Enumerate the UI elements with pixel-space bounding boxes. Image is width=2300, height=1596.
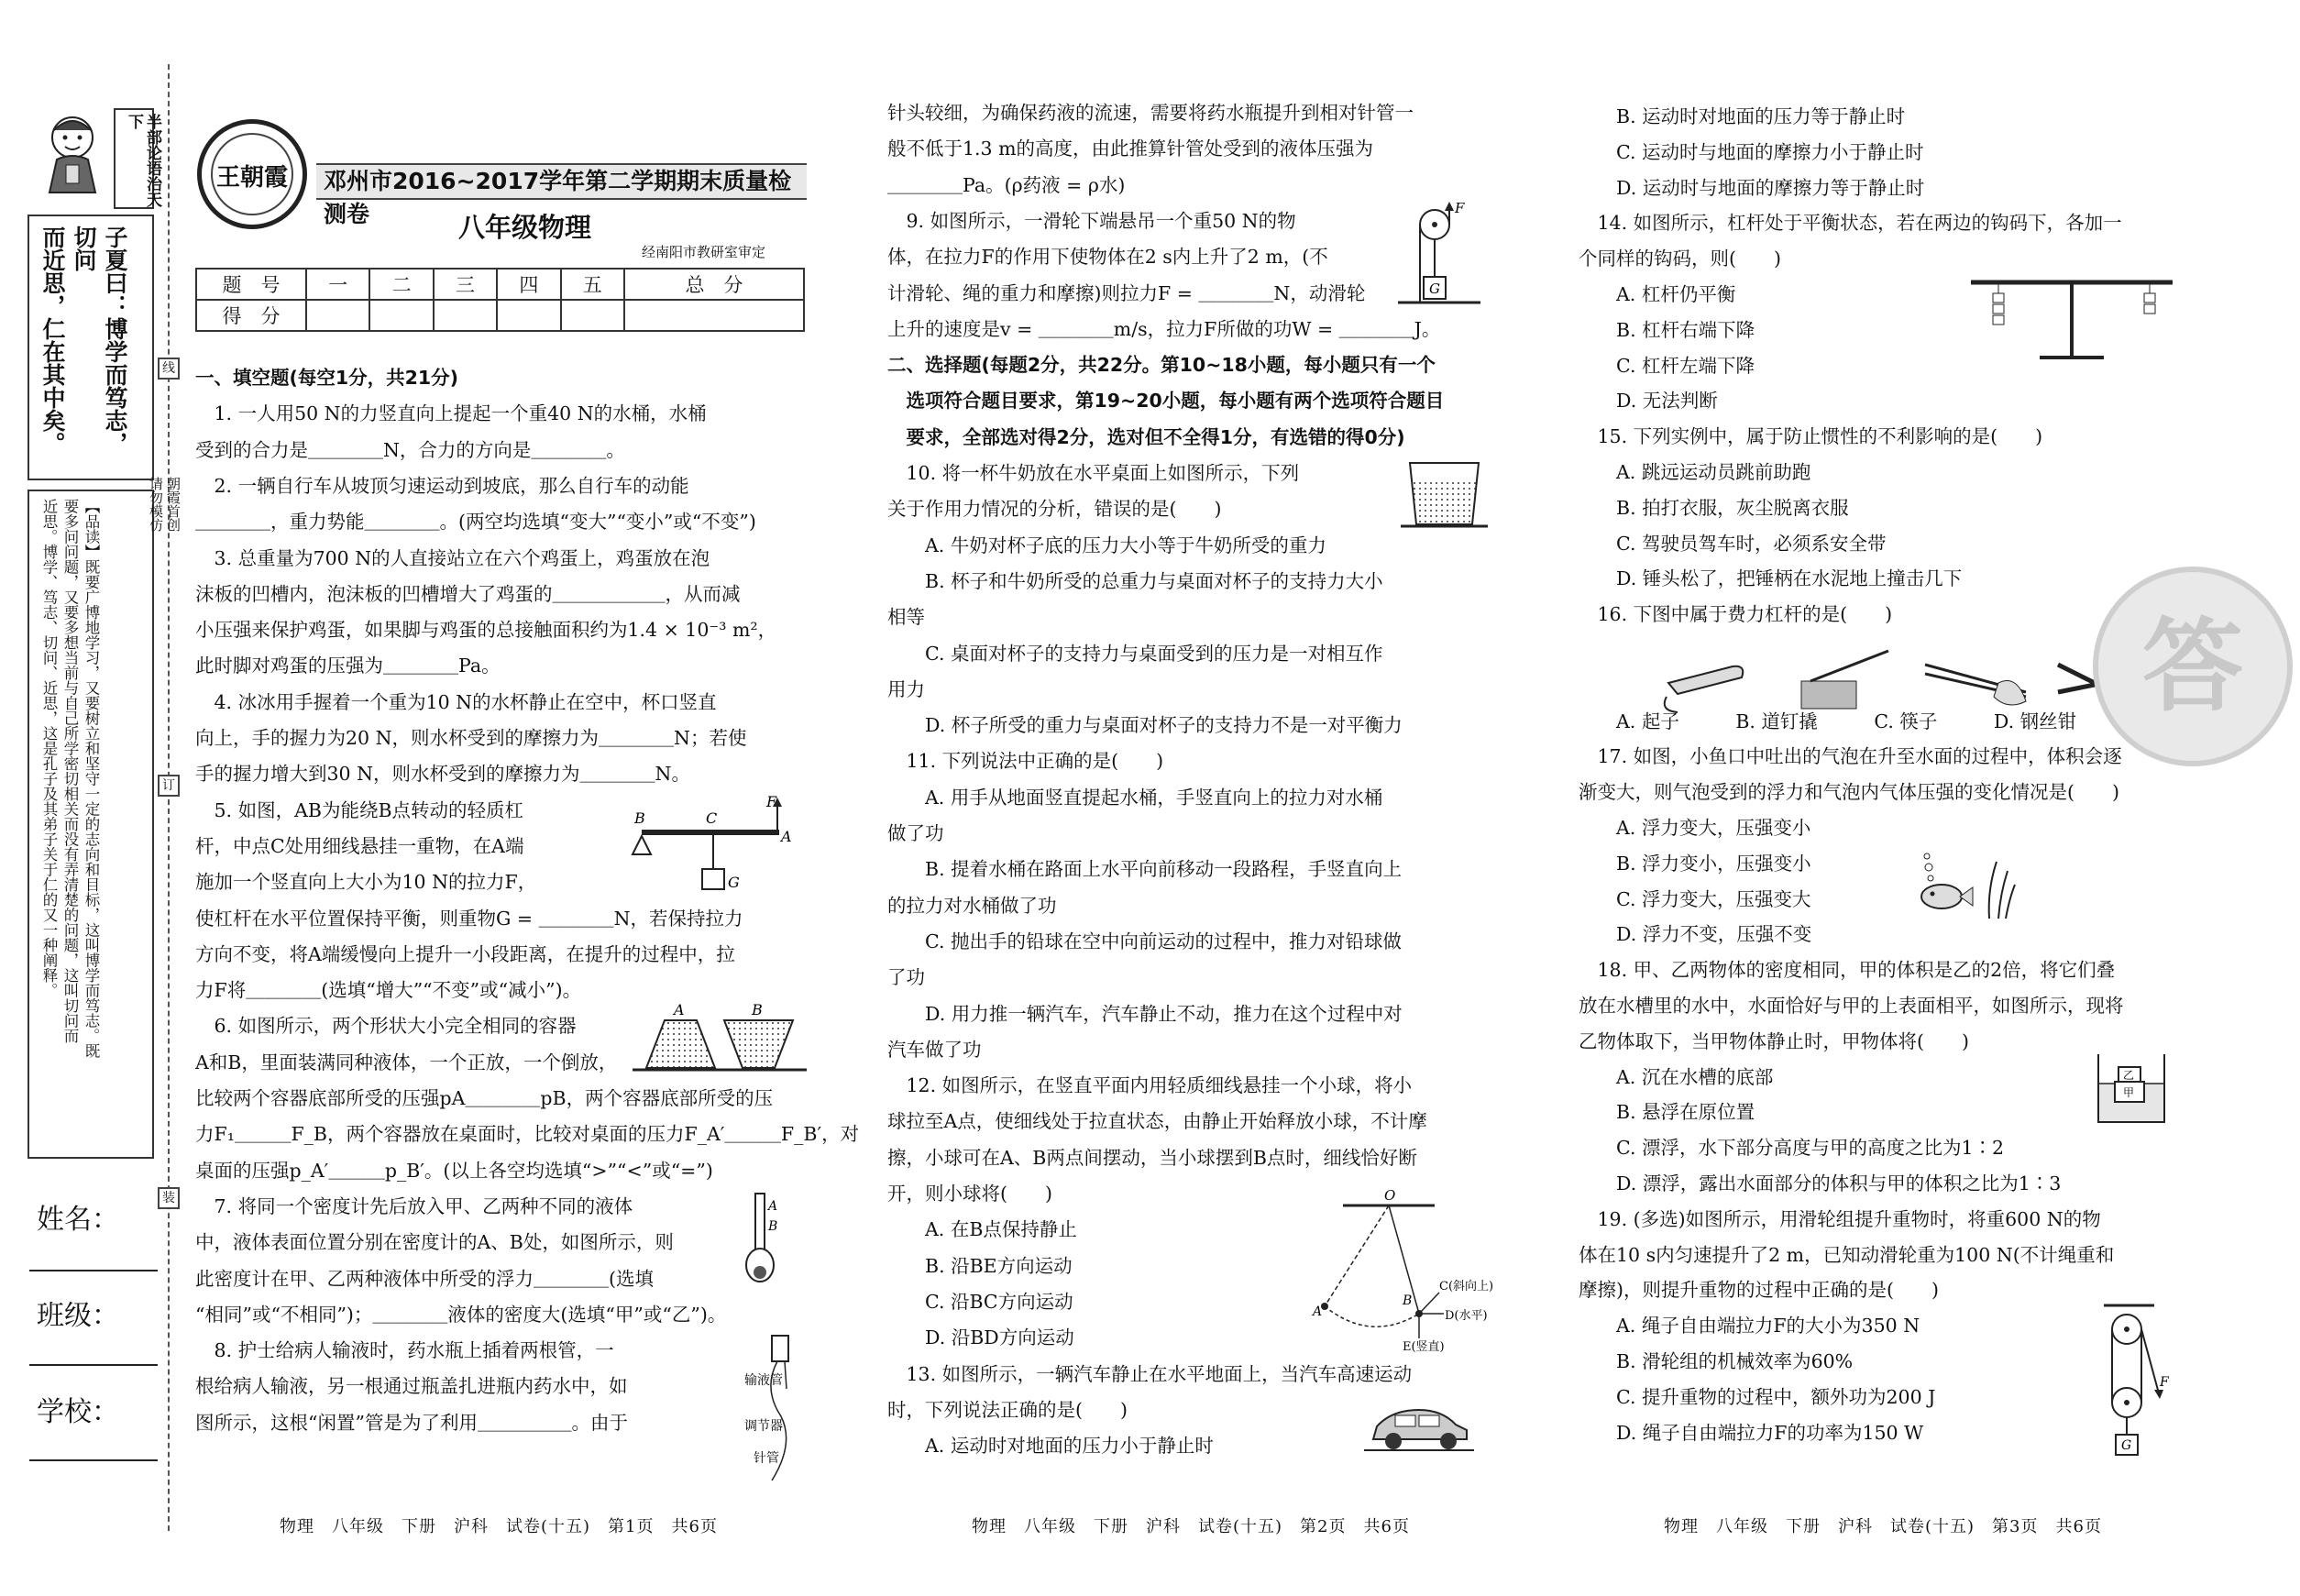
text-line: 19. (多选)如图所示，用滑轮组提升重物时，将重600 N的物 <box>1579 1207 2101 1230</box>
text-line: 桌面的压强p_A′＿＿＿p_B′。(以上各空均选填“>”“<”或“=”) <box>195 1159 713 1182</box>
text-line: 摩擦)，则提升重物的过程中正确的是( ) <box>1579 1279 1939 1302</box>
name-line[interactable] <box>29 1270 158 1271</box>
svg-text:乙: 乙 <box>2123 1069 2135 1082</box>
text-line: 11. 下列说法中正确的是( ) <box>887 750 1164 773</box>
svg-text:B: B <box>768 1219 778 1234</box>
svg-text:F: F <box>766 793 777 810</box>
text-line: 15. 下列实例中，属于防止惯性的不利影响的是( ) <box>1579 425 2043 448</box>
text-line: 5. 如图，AB为能绕B点转动的轻质杠 <box>195 798 524 821</box>
text-line: 沫板的凹槽内，泡沫板的凹槽增大了鸡蛋的＿＿＿＿＿＿，从而减 <box>195 582 741 605</box>
svg-text:B: B <box>752 1001 763 1018</box>
iv-drip-figure-q8 <box>744 1334 804 1485</box>
svg-text:A: A <box>674 1001 685 1018</box>
score-table <box>195 268 805 332</box>
text-line: C. 浮力变大，压强变大 <box>1579 887 1811 910</box>
text-line: 乙物体取下，当甲物体静止时，甲物体将( ) <box>1579 1029 1969 1052</box>
text-line: C. 提升重物的过程中，额外功为200 J <box>1579 1385 1936 1408</box>
text-line: 计滑轮、绳的重力和摩擦)则拉力F = ＿＿＿＿N，动滑轮 <box>887 281 1366 304</box>
text-line: A. 绳子自由端拉力F的大小为350 N <box>1579 1315 1920 1337</box>
text-line: 6. 如图所示，两个形状大小完全相同的容器 <box>195 1015 577 1038</box>
text-line: D. 运动时与地面的摩擦力等于静止时 <box>1579 176 1925 199</box>
text-line: A. 在B点保持静止 <box>887 1218 1077 1241</box>
text-line: D. 绳子自由端拉力F的功率为150 W <box>1579 1421 1924 1444</box>
text-line: 时，下列说法正确的是( ) <box>887 1398 1128 1421</box>
text-line: “相同”或“不相同”)；＿＿＿＿液体的密度大(选填“甲”或“乙”)。 <box>195 1303 727 1326</box>
text-line: D. 锤头松了，把锤柄在水泥地上撞击几下 <box>1579 567 1963 590</box>
commentary-line-3: 近思。博学、笃志、切问、近思，这是孔子及其弟子关于仁的又一种阐释。 <box>40 499 58 998</box>
text-line: 受到的合力是＿＿＿＿N，合力的方向是＿＿＿＿。 <box>195 438 625 461</box>
text-line: B. 拍打衣服，灰尘脱离衣服 <box>1579 496 1849 519</box>
text-line: 此密度计在甲、乙两种液体中所受的浮力＿＿＿＿(选填 <box>195 1267 654 1290</box>
text-line: 个同样的钩码，则( ) <box>1579 248 1781 270</box>
svg-text:C(斜向上): C(斜向上) <box>1439 1280 1494 1293</box>
text-line: 上升的速度是v = ＿＿＿＿m/s，拉力F所做的功W = ＿＿＿＿J。 <box>887 317 1441 340</box>
quote-line-1: 子夏曰：博学而笃志，切问 <box>71 226 128 455</box>
text-line: 根给病人输液，另一根通过瓶盖扎进瓶内药水中，如 <box>195 1375 628 1398</box>
text-line: ＿＿＿＿Pa。(ρ药液 = ρ水) <box>887 173 1126 196</box>
text-line: 杆，中点C处用细线悬挂一重物，在A端 <box>195 834 524 857</box>
text-line: 2. 一辆自行车从坡顶匀速运动到坡底，那么自行车的动能 <box>195 474 689 497</box>
text-line: ＿＿＿＿，重力势能＿＿＿＿。(两空均选填“变大”“变小”或“不变”) <box>195 511 756 534</box>
text-line: 方向不变，将A端缓慢向上提升一小段距离，在提升的过程中，拉 <box>195 942 735 965</box>
text-line: 8. 护士给病人输液时，药水瓶上插着两根管，一 <box>195 1339 614 1362</box>
text-line: 9. 如图所示，一滑轮下端悬吊一个重50 N的物 <box>887 209 1296 232</box>
text-line: 14. 如图所示，杠杆处于平衡状态，若在两边的钩码下，各加一 <box>1579 212 2122 235</box>
hydrometer-figure-q7 <box>743 1192 788 1293</box>
tools-figure-q16 <box>1650 646 2163 720</box>
text-line: 18. 甲、乙两物体的密度相同，甲的体积是乙的2倍，将它们叠 <box>1579 959 2116 982</box>
text-line: 13. 如图所示，一辆汽车静止在水平地面上，当汽车高速运动 <box>887 1362 1413 1385</box>
svg-text:E(竖直): E(竖直) <box>1403 1340 1445 1354</box>
text-line: D. 杯子所受的重力与桌面对杯子的支持力不是一对平衡力 <box>887 714 1403 737</box>
text-line: 向上，手的握力为20 N，则水杯受到的摩擦力为＿＿＿＿N；若使 <box>195 727 747 749</box>
text-line: D. 无法判断 <box>1579 390 1718 413</box>
commentary-box <box>28 490 154 1159</box>
text-line: 4. 冰冰用手握着一个重为10 N的水杯静止在空中，杯口竖直 <box>195 690 717 713</box>
score-header-cell: 题 号 <box>196 269 306 300</box>
text-line: 力F₁＿＿＿F_B，两个容器放在桌面时，比较对桌面的压力F_A′＿＿＿F_B′，对 <box>195 1123 860 1146</box>
binding-line <box>168 64 170 1531</box>
text-line: 17. 如图，小鱼口中吐出的气泡在升至水面的过程中，体积会逐 <box>1579 745 2122 768</box>
text-line: 力F将＿＿＿＿(选填“增大”“不变”或“减小”)。 <box>195 979 582 1002</box>
footer-page-1: 物理 八年级 下册 沪科 试卷(十五) 第1页 共6页 <box>280 1517 718 1536</box>
text-line: B. 运动时对地面的压力等于静止时 <box>1579 105 1906 127</box>
text-line: A. 牛奶对杯子底的压力大小等于牛奶所受的重力 <box>887 534 1326 556</box>
class-line[interactable] <box>29 1364 158 1366</box>
blocks-figure-q18 <box>2095 1052 2168 1126</box>
score-header-cell: 二 <box>369 269 433 300</box>
text-line: 了功 <box>887 966 925 989</box>
text-line: 1. 一人用50 N的力竖直向上提起一个重40 N的水桶，水桶 <box>195 402 707 425</box>
svg-text:F: F <box>1455 200 1465 216</box>
text-line: D. 用力推一辆汽车，汽车静止不动，推力在这个过程中对 <box>887 1002 1403 1025</box>
text-line: 二、选择题(每题2分，共22分。第10~18小题，每小题只有一个 <box>887 354 1436 377</box>
text-line: 图所示，这根“闲置”管是为了利用＿＿＿＿＿。由于 <box>195 1411 628 1434</box>
text-line: D. 沿BD方向运动 <box>887 1326 1074 1349</box>
text-line: B. 提着水桶在路面上水平向前移动一段路程，手竖直向上 <box>887 858 1403 881</box>
commentary-line-1: 【品读】既要广博地学习，又要树立和坚守一定的志向和目标，这叫博学而笃志。既 <box>83 499 100 1059</box>
footer-page-3: 物理 八年级 下册 沪科 试卷(十五) 第3页 共6页 <box>1664 1517 2102 1536</box>
text-line: 此时脚对鸡蛋的压强为＿＿＿＿Pa。 <box>195 655 501 677</box>
subject-title: 八年级物理 <box>458 212 592 243</box>
text-line: 比较两个容器底部所受的压强pA＿＿＿＿pB，两个容器底部所受的压 <box>195 1087 774 1109</box>
text-line: C. 沿BC方向运动 <box>887 1290 1073 1313</box>
text-line: A. 跳远运动员跳前助跑 <box>1579 461 1811 483</box>
milk-cup-figure-q10 <box>1401 458 1488 532</box>
text-line: 放在水槽里的水中，水面恰好与甲的上表面相平，如图所示，现将 <box>1579 995 2124 1017</box>
text-line: B. 杠杆右端下降 <box>1579 318 1755 341</box>
exam-title-banner <box>316 163 807 227</box>
text-line: D. 浮力不变，压强不变 <box>1579 923 1812 946</box>
text-line: 球拉至A点，使细线处于拉直状态，由静止开始释放小球，不计摩 <box>887 1110 1427 1133</box>
page-1-questions <box>195 360 860 1497</box>
exam-title: 邓州市2016~2017学年第二学期期末质量检测卷 <box>324 168 792 227</box>
svg-text:G: G <box>728 874 740 891</box>
pendulum-figure-q12 <box>1311 1187 1494 1352</box>
score-header-cell: 总 分 <box>624 269 804 300</box>
quote-line-2: 而近思，仁在其中矣。 <box>39 226 66 455</box>
score-input-cell[interactable] <box>306 300 369 331</box>
text-line: A. 浮力变大，压强变小 <box>1579 817 1811 839</box>
text-line: 16. 下图中属于费力杠杆的是( ) <box>1579 603 1893 626</box>
logo <box>197 119 307 229</box>
text-line: B. 悬浮在原位置 <box>1579 1101 1755 1124</box>
binding-mark-xian: 线 <box>158 358 180 380</box>
answer-stamp <box>2090 564 2296 770</box>
text-line: C. 运动时与地面的摩擦力小于静止时 <box>1579 140 1924 163</box>
text-line: 针头较细，为确保药液的流速，需要将药水瓶提升到相对针管一 <box>887 102 1414 124</box>
text-line: A和B，里面装满同种液体，一个正放，一个倒放， <box>195 1051 618 1073</box>
commentary-line-2: 要多问问题，又要多想当前与自己所学密切相关而没有弄清楚的问题，这叫切问而 <box>61 499 79 1043</box>
text-line: 汽车做了功 <box>887 1038 982 1061</box>
text-line: 7. 将同一个密度计先后放入甲、乙两种不同的液体 <box>195 1194 633 1217</box>
svg-text:G: G <box>2121 1438 2132 1453</box>
svg-text:O: O <box>1384 1187 1396 1204</box>
text-line: 10. 将一杯牛奶放在水平桌面上如图所示，下列 <box>887 462 1300 484</box>
name-label: 姓名： <box>37 1204 119 1236</box>
text-line: 一、填空题(每空1分，共21分) <box>195 367 459 389</box>
left-column <box>0 0 183 1596</box>
text-line: 用力 <box>887 677 925 700</box>
binding-mark-ding: 订 <box>158 775 180 797</box>
text-line: 选项符合题目要求，第19~20小题，每小题有两个选项符合题目 <box>887 390 1445 413</box>
vertical-title: 半部论语治天下 <box>125 114 161 207</box>
vertical-title-box <box>114 108 161 209</box>
score-header-cell: 一 <box>306 269 369 300</box>
text-line: 开，则小球将( ) <box>887 1183 1052 1205</box>
svg-text:A: A <box>768 1199 778 1214</box>
text-line: 相等 <box>887 606 925 629</box>
lever-label: B <box>634 809 645 827</box>
svg-text:F: F <box>2160 1375 2169 1390</box>
text-line: 小压强来保护鸡蛋，如果脚与鸡蛋的总接触面积约为1.4 × 10⁻³ m²， <box>195 619 777 642</box>
text-line: A. 运动时对地面的压力小于静止时 <box>887 1435 1214 1458</box>
reviewer-note: 经南阳市教研室审定 <box>642 244 766 260</box>
text-line: C. 漂浮，水下部分高度与甲的高度之比为1∶2 <box>1579 1137 2005 1160</box>
text-line: A. 用手从地面竖直提起水桶，手竖直向上的拉力对水桶 <box>887 786 1383 809</box>
text-line: 般不低于1.3 m的高度，由此推算针管处受到的液体压强为 <box>887 138 1374 160</box>
footer-page-2: 物理 八年级 下册 沪科 试卷(十五) 第2页 共6页 <box>972 1517 1410 1536</box>
text-line: 做了功 <box>887 822 944 844</box>
containers-figure-q6 <box>633 1001 807 1077</box>
text-line: 体在10 s内匀速提升了2 m，已知动滑轮重为100 N(不计绳重和 <box>1579 1243 2115 1266</box>
binding-mark-zhuang: 装 <box>158 1187 180 1209</box>
score-input-cell[interactable] <box>497 300 560 331</box>
text-line: C. 桌面对杯子的支持力与桌面受到的压力是一对相互作 <box>887 642 1383 665</box>
stamp-text: 答 <box>2142 607 2243 725</box>
score-header-cell: 三 <box>434 269 497 300</box>
score-input-cell[interactable] <box>624 300 804 331</box>
lever-figure-q5 <box>633 793 792 898</box>
copyright-note: 朝霞首创 请勿模仿 <box>148 477 182 532</box>
text-line: 使杠杆在水平位置保持平衡，则重物G = ＿＿＿＿N，若保持拉力 <box>195 907 743 930</box>
text-line: B. 浮力变小，压强变小 <box>1579 852 1811 875</box>
score-input-cell[interactable] <box>434 300 497 331</box>
text-line: 体，在拉力F的作用下使物体在2 s内上升了2 m，(不 <box>887 246 1328 269</box>
svg-text:C: C <box>706 809 718 827</box>
svg-text:G: G <box>1429 281 1440 297</box>
text-line: 施加一个竖直向上大小为10 N的拉力F， <box>195 871 537 894</box>
svg-text:针管: 针管 <box>754 1451 779 1466</box>
text-line: A. 起子 B. 道钉撬 C. 筷子 D. 钢丝钳 <box>1579 710 2077 732</box>
svg-text:B: B <box>1403 1293 1413 1308</box>
score-input-cell[interactable] <box>369 300 433 331</box>
logo-text: 王朝霞 <box>215 164 288 192</box>
svg-text:A: A <box>1313 1304 1323 1319</box>
text-line: A. 杠杆仍平衡 <box>1579 283 1736 305</box>
pulley-figure-q9 <box>1398 202 1480 307</box>
text-line: D. 漂浮，露出水面部分的体积与甲的体积之比为1∶3 <box>1579 1172 2062 1194</box>
car-figure-q13 <box>1364 1403 1474 1453</box>
fish-figure-q17 <box>1916 853 2017 921</box>
svg-text:D(水平): D(水平) <box>1445 1309 1488 1323</box>
school-line[interactable] <box>29 1459 158 1461</box>
score-header-cell: 四 <box>497 269 560 300</box>
svg-text:调节器: 调节器 <box>744 1419 783 1434</box>
text-line: 要求，全部选对得2分，选对但不全得1分，有选错的得0分) <box>887 425 1405 448</box>
text-line: 手的握力增大到30 N，则水杯受到的摩擦力为＿＿＿＿N。 <box>195 763 690 786</box>
score-input-cell[interactable] <box>561 300 624 331</box>
text-line: C. 驾驶员驾车时，必须系安全带 <box>1579 532 1887 555</box>
text-line: B. 滑轮组的机械效率为60% <box>1579 1350 1854 1372</box>
score-row-label: 得 分 <box>196 300 306 331</box>
score-header-cell: 五 <box>561 269 624 300</box>
svg-text:甲: 甲 <box>2123 1086 2135 1099</box>
text-line: C. 抛出手的铅球在空中向前运动的过程中，推力对铅球做 <box>887 930 1402 952</box>
class-label: 班级： <box>37 1300 119 1332</box>
pulley-block-figure-q19 <box>2099 1302 2173 1462</box>
school-label: 学校： <box>37 1396 119 1428</box>
text-line: 渐变大，则气泡受到的浮力和气泡内气体压强的变化情况是( ) <box>1579 781 2119 804</box>
svg-text:输液管: 输液管 <box>744 1373 783 1388</box>
text-line: 的拉力对水桶做了功 <box>887 894 1057 917</box>
text-line: C. 杠杆左端下降 <box>1579 354 1755 377</box>
text-line: 中，液体表面位置分别在密度计的A、B处，如图所示，则 <box>195 1231 674 1254</box>
svg-text:A: A <box>781 828 792 845</box>
text-line: 擦，小球可在A、B两点间摆动，当小球摆到B点时，细线恰好断 <box>887 1146 1417 1169</box>
text-line: A. 沉在水槽的底部 <box>1579 1065 1774 1088</box>
balance-lever-figure-q14 <box>1962 266 2182 367</box>
quote-box <box>28 215 154 480</box>
text-line: B. 杯子和牛奶所受的总重力与桌面对杯子的支持力大小 <box>887 569 1383 592</box>
text-line: 关于作用力情况的分析，错误的是( ) <box>887 498 1222 521</box>
text-line: B. 沿BE方向运动 <box>887 1254 1073 1277</box>
confucius-avatar <box>31 110 114 194</box>
text-line: 3. 总重量为700 N的人直接站立在六个鸡蛋上，鸡蛋放在泡 <box>195 546 710 569</box>
text-line: 12. 如图所示，在竖直平面内用轻质细线悬挂一个小球，将小 <box>887 1074 1413 1097</box>
